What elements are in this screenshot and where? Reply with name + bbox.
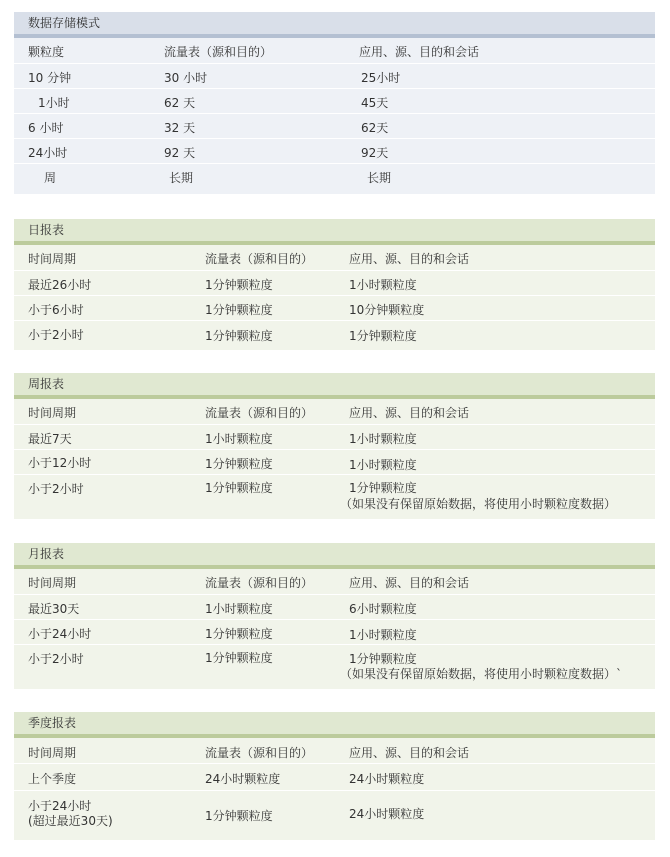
granularity-cell: 6 小时	[28, 121, 64, 135]
header-app-session: 应用、源、目的和会话	[349, 746, 470, 760]
table-row	[14, 164, 655, 190]
header-flow-table: 流量表（源和目的）	[164, 45, 273, 59]
period-subnote: (超过最近30天)	[28, 814, 113, 828]
period-cell: 小于6小时	[28, 303, 84, 317]
header-app-session: 应用、源、目的和会话	[349, 406, 470, 420]
period-cell: 小于24小时	[28, 799, 92, 813]
daily-report-section	[14, 219, 655, 350]
header-app-session: 应用、源、目的和会话	[359, 45, 480, 59]
fallback-note: （如果没有保留原始数据，将使用小时颗粒度数据）	[340, 497, 617, 511]
table-row	[14, 64, 655, 89]
period-cell: 小于2小时	[28, 652, 84, 666]
fallback-note: （如果没有保留原始数据，将使用小时颗粒度数据）`	[340, 667, 623, 681]
monthly-header-row	[14, 569, 655, 595]
header-time-period: 时间周期	[28, 406, 77, 420]
app-cell: 24小时颗粒度	[349, 772, 425, 786]
weekly-header-row	[14, 399, 655, 425]
app-cell: 45天	[361, 96, 389, 110]
table-row	[14, 139, 655, 164]
table-row	[14, 271, 655, 296]
header-flow-table: 流量表（源和目的）	[205, 252, 314, 266]
header-flow-table: 流量表（源和目的）	[205, 406, 314, 420]
storage-header-row	[14, 38, 655, 64]
table-row	[14, 296, 655, 321]
storage-mode-title: 数据存储模式	[14, 12, 655, 34]
app-cell: 1小时颗粒度	[349, 278, 417, 292]
quarterly-report-title: 季度报表	[14, 712, 655, 734]
app-cell: 1分钟颗粒度	[349, 481, 417, 495]
header-time-period: 时间周期	[28, 746, 77, 760]
app-cell: 1小时颗粒度	[349, 628, 417, 642]
flow-cell: 长期	[169, 171, 194, 185]
table-row	[14, 450, 655, 475]
app-cell: 10分钟颗粒度	[349, 303, 425, 317]
period-cell: 最近7天	[28, 432, 72, 446]
flow-cell: 1小时颗粒度	[205, 602, 273, 616]
header-time-period: 时间周期	[28, 252, 77, 266]
period-cell: 小于24小时	[28, 627, 92, 641]
app-cell: 62天	[361, 121, 389, 135]
flow-cell: 30 小时	[164, 71, 208, 85]
granularity-cell: 24小时	[28, 146, 68, 160]
app-cell: 1分钟颗粒度	[349, 329, 417, 343]
granularity-cell: 1小时	[38, 96, 70, 110]
header-app-session: 应用、源、目的和会话	[349, 576, 470, 590]
granularity-cell: 10 分钟	[28, 71, 72, 85]
table-row	[14, 595, 655, 620]
period-cell: 小于2小时	[28, 328, 84, 342]
app-cell: 6小时颗粒度	[349, 602, 417, 616]
flow-cell: 1分钟颗粒度	[205, 457, 273, 471]
header-granularity: 颗粒度	[28, 45, 65, 59]
table-row	[14, 114, 655, 139]
table-row	[14, 620, 655, 645]
period-cell: 上个季度	[28, 772, 77, 786]
table-row	[14, 89, 655, 114]
daily-report-title: 日报表	[14, 219, 655, 241]
granularity-cell: 周	[44, 171, 57, 185]
table-row	[14, 475, 655, 517]
table-row	[14, 764, 655, 791]
period-cell: 小于12小时	[28, 456, 92, 470]
header-app-session: 应用、源、目的和会话	[349, 252, 470, 266]
table-row	[14, 425, 655, 450]
storage-mode-section	[14, 12, 655, 194]
quarterly-header-row	[14, 738, 655, 764]
header-time-period: 时间周期	[28, 576, 77, 590]
quarterly-report-section	[14, 712, 655, 840]
flow-cell: 32 天	[164, 121, 196, 135]
flow-cell: 1分钟颗粒度	[205, 329, 273, 343]
daily-header-row	[14, 245, 655, 271]
header-flow-table: 流量表（源和目的）	[205, 746, 314, 760]
app-cell: 1分钟颗粒度	[349, 652, 417, 666]
table-row	[14, 791, 655, 837]
flow-cell: 1小时颗粒度	[205, 432, 273, 446]
table-row	[14, 645, 655, 687]
app-cell: 1小时颗粒度	[349, 432, 417, 446]
flow-cell: 1分钟颗粒度	[205, 481, 273, 495]
table-row	[14, 321, 655, 347]
flow-cell: 1分钟颗粒度	[205, 809, 273, 823]
app-cell: 长期	[367, 171, 392, 185]
flow-cell: 1分钟颗粒度	[205, 278, 273, 292]
flow-cell: 1分钟颗粒度	[205, 303, 273, 317]
app-cell: 1小时颗粒度	[349, 458, 417, 472]
header-flow-table: 流量表（源和目的）	[205, 576, 314, 590]
flow-cell: 92 天	[164, 146, 196, 160]
period-cell: 小于2小时	[28, 482, 84, 496]
app-cell: 25小时	[361, 71, 401, 85]
flow-cell: 1分钟颗粒度	[205, 627, 273, 641]
flow-cell: 62 天	[164, 96, 196, 110]
weekly-report-title: 周报表	[14, 373, 655, 395]
flow-cell: 1分钟颗粒度	[205, 651, 273, 665]
weekly-report-section	[14, 373, 655, 519]
period-cell: 最近30天	[28, 602, 80, 616]
flow-cell: 24小时颗粒度	[205, 772, 281, 786]
app-cell: 24小时颗粒度	[349, 807, 425, 821]
monthly-report-section	[14, 543, 655, 689]
monthly-report-title: 月报表	[14, 543, 655, 565]
period-cell: 最近26小时	[28, 278, 92, 292]
app-cell: 92天	[361, 146, 389, 160]
